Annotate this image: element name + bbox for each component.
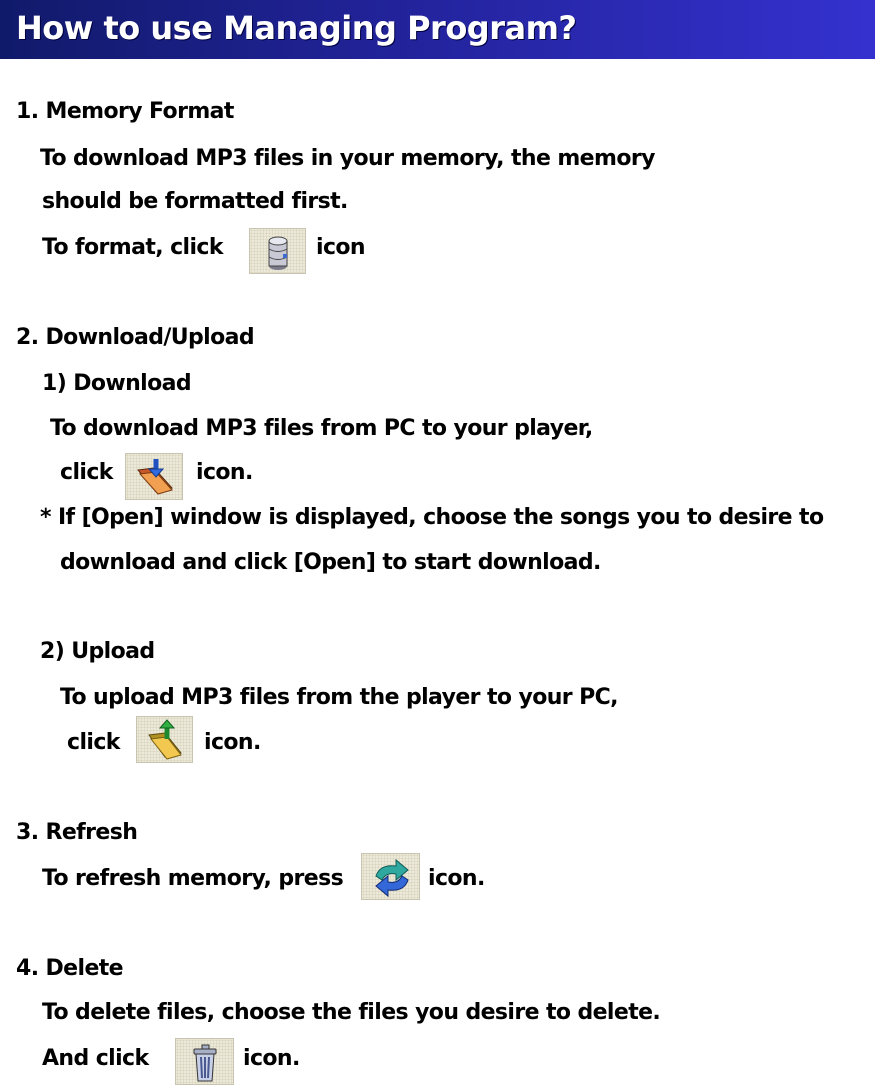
header-banner xyxy=(0,0,875,59)
upload-text-line2-post: icon. xyxy=(204,730,261,755)
page-title: How to use Managing Program? xyxy=(16,9,577,47)
upload-heading: 2) Upload xyxy=(40,639,155,664)
download-note-line1: * If [Open] window is displayed, choose the songs you to desire to xyxy=(40,505,824,530)
format-memory-icon xyxy=(249,228,306,274)
download-text-line2-post: icon. xyxy=(196,460,253,485)
delete-text-line2-post: icon. xyxy=(243,1046,300,1071)
download-heading: 1) Download xyxy=(42,371,192,396)
delete-text-line2-pre: And click xyxy=(42,1046,149,1071)
trash-icon xyxy=(175,1038,234,1085)
upload-text-line2-pre: click xyxy=(67,730,120,755)
section-heading-refresh: 3. Refresh xyxy=(16,820,138,845)
format-text-line3-pre: To format, click xyxy=(42,235,223,260)
download-folder-icon xyxy=(125,453,183,500)
section-heading-delete: 4. Delete xyxy=(16,956,124,981)
download-text-line2-pre: click xyxy=(60,460,113,485)
refresh-icon xyxy=(361,853,420,900)
format-text-line2: should be formatted first. xyxy=(42,189,348,214)
delete-text-line1: To delete files, choose the files you desire to delete. xyxy=(42,1000,661,1025)
section-heading-transfer: 2. Download/Upload xyxy=(16,325,255,350)
download-note-line2: download and click [Open] to start download. xyxy=(60,550,601,575)
upload-text-line1: To upload MP3 files from the player to your PC, xyxy=(60,685,618,710)
upload-folder-icon xyxy=(136,716,193,763)
section-heading-format: 1. Memory Format xyxy=(16,99,234,124)
refresh-text-post: icon. xyxy=(428,866,485,891)
refresh-text-pre: To refresh memory, press xyxy=(42,866,344,891)
format-text-line1: To download MP3 files in your memory, the memory xyxy=(40,146,655,171)
download-text-line1: To download MP3 files from PC to your player, xyxy=(50,416,593,441)
format-text-line3-post: icon xyxy=(316,235,365,260)
